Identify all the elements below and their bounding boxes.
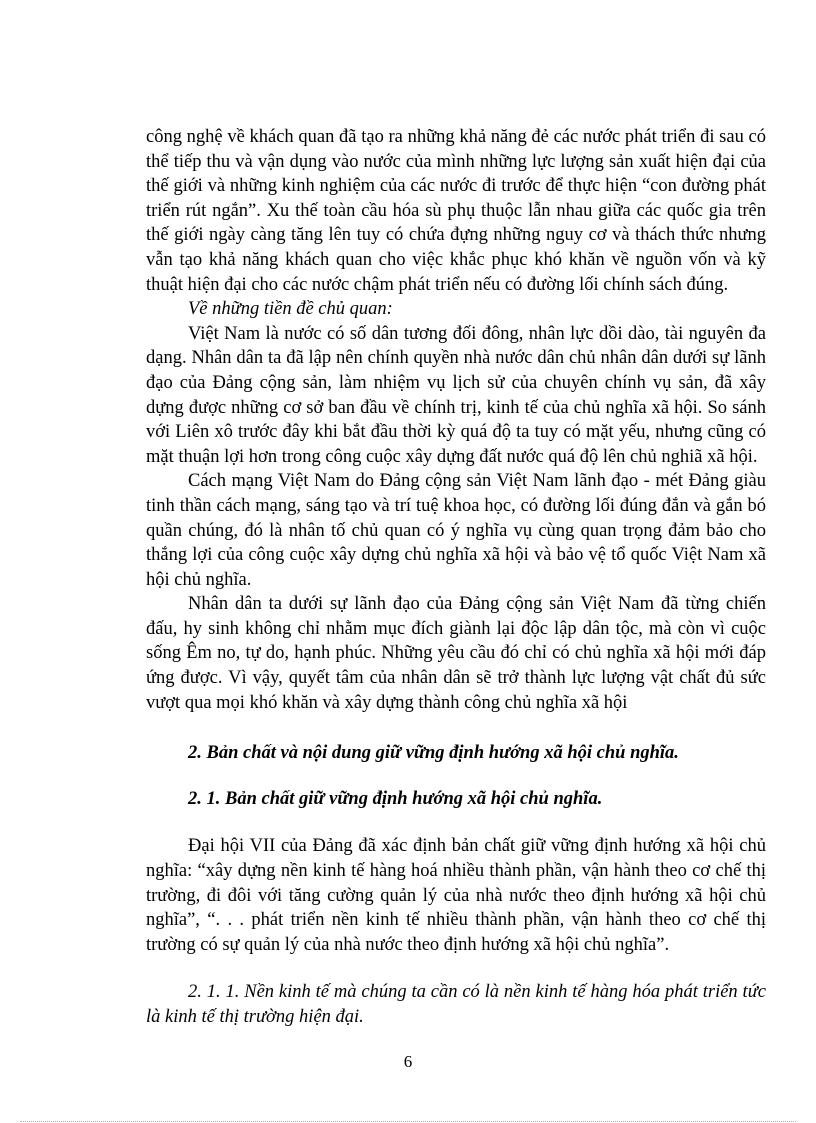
paragraph-people-determination: Nhân dân ta dưới sự lãnh đạo của Đảng cộng sản Việt Nam đã từng chiến đấu, hy sinh không chỉ nhằm mục đích giành lại độc lập dân tộc, mà còn vì cuộc sống Êm no, tự do, hạnh phúc. Những yêu cầu đó chỉ có chủ nghĩa xã hội mới đáp ứng được. Vì vậy, quyết tâm của nhân dân sẽ trở thành lực lượng vật chất đủ sức vượt qua mọi khó khăn và xây dựng thành công chủ nghĩa xã hội: [146, 594, 766, 713]
paragraph-continuation: công nghệ về khách quan đã tạo ra những khả năng đẻ các nước phát triển đi sau có thể tiếp thu và vận dụng vào nước của mình những lực lượng sản xuất hiện đại của thế giới và những kinh nghiệm của các nước đi trước để thực hiện “con đường phát triển rút ngắn”. Xu thế toàn cầu hóa sù phụ thuộc lẫn nhau giữa các quốc gia trên thế giới ngày càng tăng lên tuy có chứa đựng những nguy cơ và thách thức nhưng vẫn tạo khả năng khách quan cho việc khắc phục khó khăn về nguồn vốn và kỹ thuật hiện đại cho các nước chậm phát triển nếu có đường lối chính sách đúng.: [146, 127, 766, 295]
paragraph-vietnam-resources: Việt Nam là nước có số dân tương đối đông, nhân lực dồi dào, tài nguyên đa dạng. Nhân dân ta đã lập nên chính quyền nhà nước dân chủ nhân dân dưới sự lãnh đạo của Đảng cộng sản, làm nhiệm vụ lịch sử của chuyên chính vụ sản, đã xây dựng được những cơ sở ban đầu về chính trị, kinh tế của chủ nghĩa xã hội. So sánh với Liên xô trước đây khi bắt đầu thời kỳ quá độ ta tuy có mặt yếu, nhưng cũng có mặt thuận lợi hơn trong công cuộc xây dựng đất nước quá độ lên chủ nghiã xã hội.: [146, 323, 766, 467]
subsection-2-1-1: 2. 1. 1. Nền kinh tế mà chúng ta cần có là nền kinh tế hàng hóa phát triển tức là kinh tế thị trường hiện đại.: [146, 982, 766, 1027]
page-body: [146, 125, 766, 1030]
paragraph-party-leadership: Cách mạng Việt Nam do Đảng cộng sản Việt Nam lãnh đạo - mét Đảng giàu tinh thần cách mạng, sáng tạo và trí tuệ khoa học, có đường lối đúng đắn và gắn bó quần chúng, đó là nhân tố chủ quan có ý nghĩa vụ cùng quan trọng đảm bảo cho thắng lợi của công cuộc xây dựng chủ nghĩa xã hội và bảo vệ tổ quốc Việt Nam xã hội chủ nghĩa.: [146, 471, 766, 590]
section-heading-2: 2. Bản chất và nội dung giữ vững định hướng xã hội chủ nghĩa.: [188, 743, 679, 764]
page-bottom-divider: [20, 1121, 796, 1122]
paragraph-congress-vii: Đại hội VII của Đảng đã xác định bản chất giữ vững định hướng xã hội chủ nghĩa: “xây dựng nền kinh tế hàng hoá nhiều thành phần, vận hành theo cơ chế thị trường, đi đôi với tăng cường quản lý của nhà nước theo định hướng xã hội chủ nghĩa”, “. . . phát triển nền kinh tế nhiều thành phần, vận hành theo cơ chế thị trường có sự quản lý của nhà nước theo định hướng xã hội chủ nghĩa”.: [146, 836, 766, 955]
page-number: 6: [403, 1052, 413, 1071]
section-heading-2-1: 2. 1. Bản chất giữ vững định hướng xã hội chủ nghĩa.: [188, 788, 603, 809]
subjective-premises-label: Về những tiền đề chủ quan:: [188, 299, 393, 320]
